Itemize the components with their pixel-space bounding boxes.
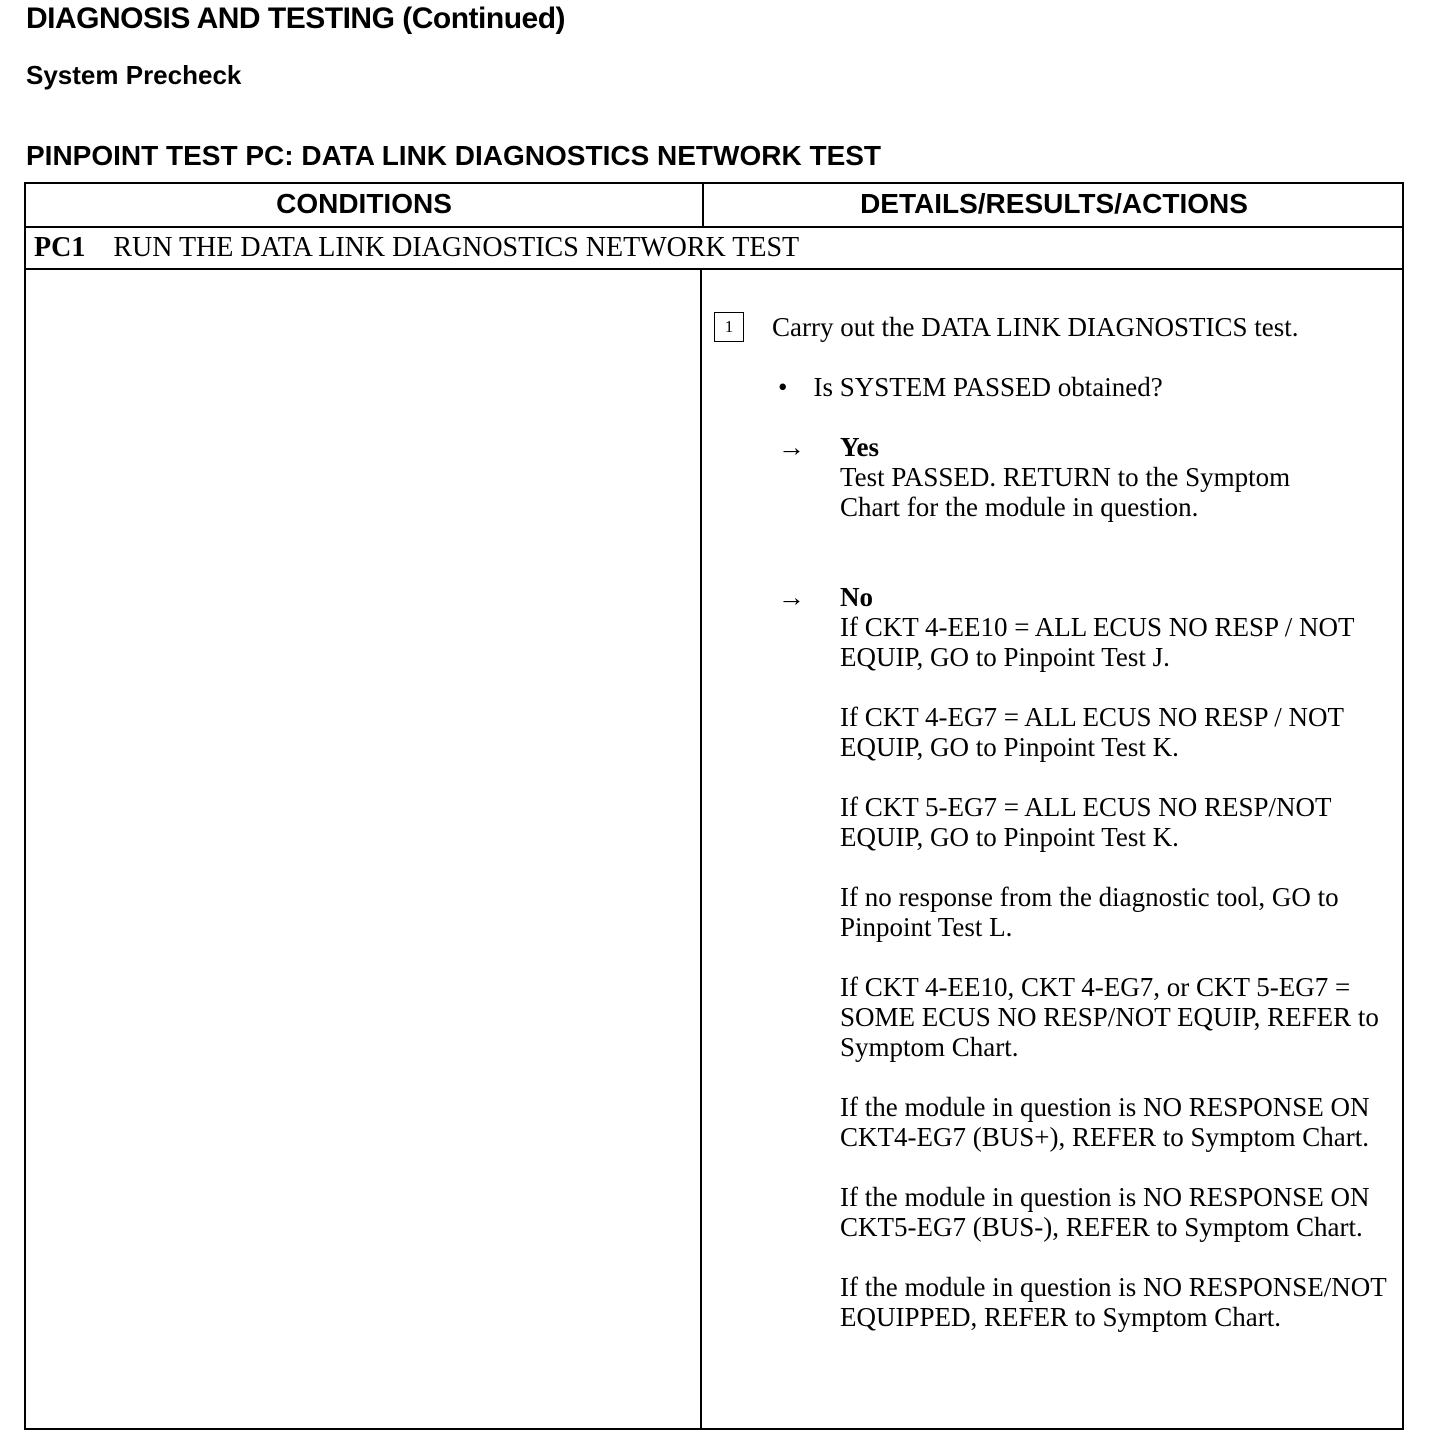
no-action-item: If the module in question is NO RESPONSE ON CKT4-EG7 (BUS+), REFER to Symptom Chart. xyxy=(840,1092,1370,1152)
step-title: RUN THE DATA LINK DIAGNOSTICS NETWORK TEST xyxy=(113,232,800,263)
conditions-cell xyxy=(26,270,700,1428)
no-action-item: If the module in question is NO RESPONSE/NOT EQUIPPED, REFER to Symptom Chart. xyxy=(840,1272,1387,1332)
column-divider xyxy=(700,268,702,1428)
header-row-divider xyxy=(26,226,1402,228)
arrow-right-icon: → xyxy=(778,432,805,462)
yes-label: Yes xyxy=(840,432,879,462)
action-text: Carry out the DATA LINK DIAGNOSTICS test. xyxy=(772,312,1299,342)
no-action-item: If CKT 4-EG7 = ALL ECUS NO RESP / NOT EQUIP, GO to Pinpoint Test K. xyxy=(840,702,1344,762)
yes-text-line: Chart for the module in question. xyxy=(840,492,1199,522)
no-action-item: If the module in question is NO RESPONSE ON CKT5-EG7 (BUS-), REFER to Symptom Chart. xyxy=(840,1182,1370,1242)
details-column-header: DETAILS/RESULTS/ACTIONS xyxy=(860,188,1248,219)
pinpoint-test-table xyxy=(24,182,1404,1430)
section-title: DIAGNOSIS AND TESTING (Continued) xyxy=(26,2,566,35)
conditions-column-header: CONDITIONS xyxy=(276,188,452,219)
step-title-row xyxy=(34,232,799,264)
pinpoint-test-title: PINPOINT TEST PC: DATA LINK DIAGNOSTICS NETWORK TEST xyxy=(26,140,882,171)
no-action-item: If CKT 4-EE10 = ALL ECUS NO RESP / NOT EQUIP, GO to Pinpoint Test J. xyxy=(840,612,1354,672)
header-divider xyxy=(702,184,704,226)
step-number-box: 1 xyxy=(714,312,744,342)
question-text: Is SYSTEM PASSED obtained? xyxy=(813,372,1163,402)
no-action-item: If no response from the diagnostic tool, GO to Pinpoint Test L. xyxy=(840,882,1339,942)
no-label: No xyxy=(840,582,873,612)
arrow-right-icon: → xyxy=(778,582,805,612)
yes-text-line: Test PASSED. RETURN to the Symptom xyxy=(840,462,1291,492)
no-action-item: If CKT 4-EE10, CKT 4-EG7, or CKT 5-EG7 = SOME ECUS NO RESP/NOT EQUIP, REFER to Symptom Chart. xyxy=(840,972,1379,1062)
subsection-title: System Precheck xyxy=(26,60,242,90)
step-id: PC1 xyxy=(34,232,86,263)
question-line xyxy=(778,372,1163,402)
bullet-icon: • xyxy=(778,372,788,402)
no-action-item: If CKT 5-EG7 = ALL ECUS NO RESP/NOT EQUIP, GO to Pinpoint Test K. xyxy=(840,792,1331,852)
